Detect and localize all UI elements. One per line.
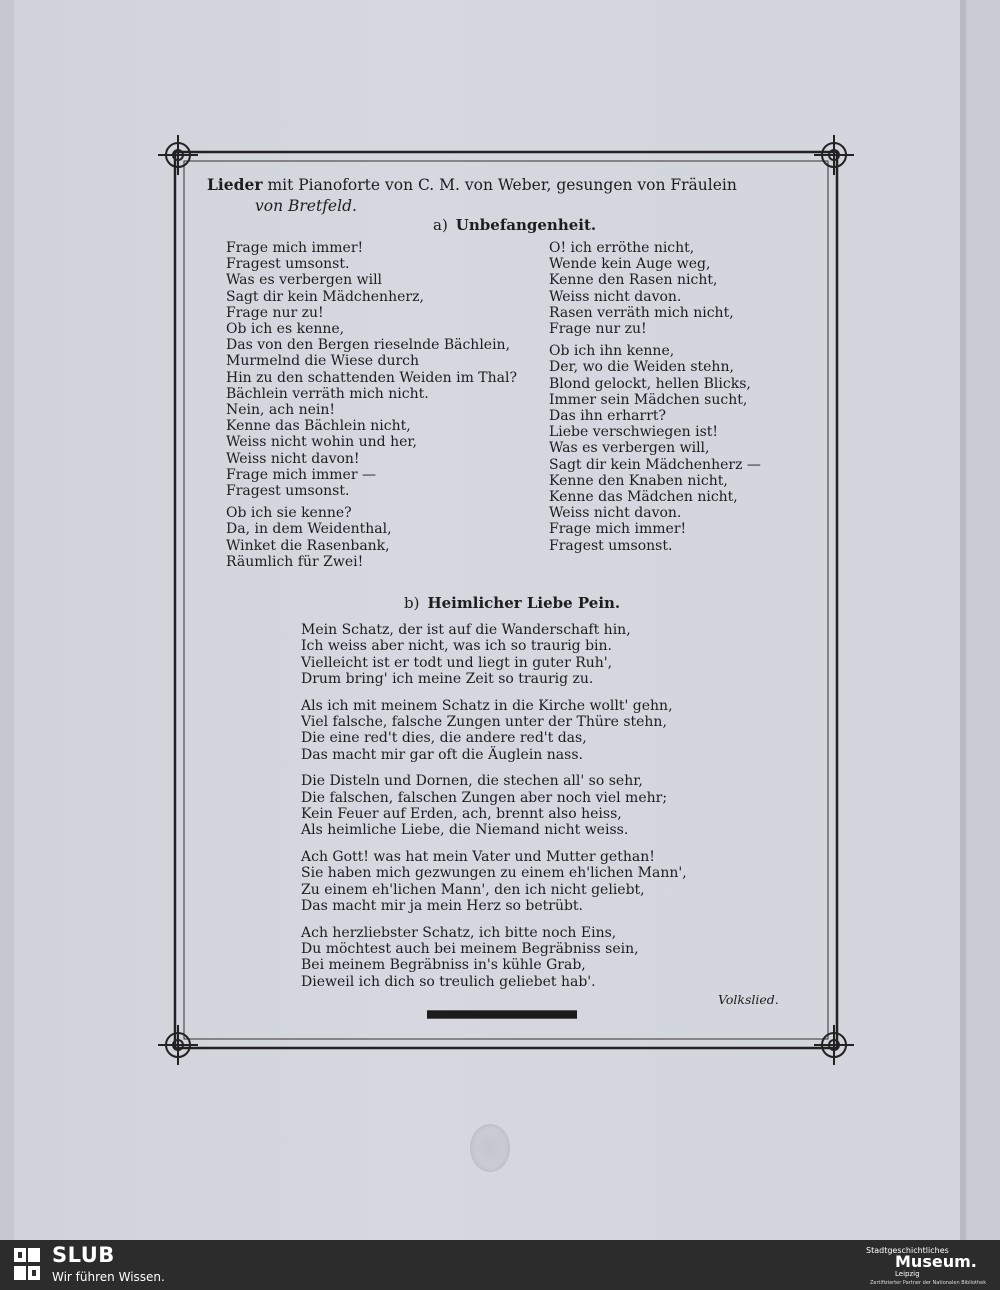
corner-ornament-icon: [814, 1025, 854, 1065]
stanza: [301, 925, 687, 991]
stanza: [549, 240, 761, 337]
verse-line: Murmelnd die Wiese durch: [226, 353, 420, 370]
verse-line: Das ihn erharrt?: [549, 408, 667, 425]
partner-note: Zertifizierter Partner der Nationalen Bibliothek: [870, 1280, 987, 1286]
verse-line: Frage mich immer —: [226, 466, 376, 483]
verse-line: Fragest umsonst.: [226, 256, 350, 273]
verse-line: Mein Schatz, der ist auf die Wanderschaft hin,: [301, 622, 631, 638]
verse-line: Ach herzliebster Schatz, ich bitte noch Eins,: [301, 924, 617, 941]
verse-line: Da, in dem Weidenthal,: [226, 521, 392, 538]
verse-line: Sagt dir kein Mädchenherz,: [226, 288, 424, 305]
verse-line: Ach Gott! was hat mein Vater und Mutter gethan!: [301, 848, 655, 865]
partner-city: Leipzig: [895, 1270, 920, 1278]
verse-line: Das macht mir ja mein Herz so betrübt.: [301, 898, 583, 915]
verse-line: Die eine red't dies, die andere red't das,: [301, 730, 587, 747]
library-name: SLUB: [52, 1243, 115, 1267]
heading-line-1: [207, 174, 807, 196]
heading-line-2: von Bretfeld.: [255, 197, 357, 215]
verse-line: Ich weiss aber nicht, was ich so traurig bin.: [301, 638, 613, 655]
verse-line: Die falschen, falschen Zungen aber noch viel mehr;: [301, 789, 668, 806]
verse-line: Du möchtest auch bei meinem Begräbniss sein,: [301, 940, 639, 957]
verse-line: Weiss nicht davon!: [226, 450, 360, 467]
program-heading: [207, 174, 807, 217]
verse-line: Zu einem eh'lichen Mann', den ich nicht geliebt,: [301, 881, 645, 898]
stanza: [226, 505, 517, 570]
verse-line: Fragest umsonst.: [549, 537, 673, 554]
verse-line: Weiss nicht wohin und her,: [226, 434, 417, 451]
song-a-right-column: [549, 240, 761, 560]
verse-line: Das von den Bergen rieselnde Bächlein,: [226, 337, 511, 354]
song-b-body: [301, 622, 687, 1000]
embossed-stamp: [470, 1124, 510, 1172]
verse-line: Sie haben mich gezwungen zu einem eh'lichen Mann',: [301, 865, 687, 882]
verse-line: Nein, ach nein!: [226, 402, 336, 419]
verse-line: Wende kein Auge weg,: [549, 256, 711, 273]
verse-line: Frage mich immer!: [226, 240, 364, 256]
song-b-credit: Volkslied.: [718, 992, 779, 1007]
verse-line: Kenne das Bächlein nicht,: [226, 418, 411, 435]
verse-line: Als ich mit meinem Schatz in die Kirche wollt' gehn,: [301, 697, 673, 714]
verse-line: Viel falsche, falsche Zungen unter der Thüre stehn,: [301, 714, 667, 731]
stanza: [549, 343, 761, 554]
library-tagline: Wir führen Wissen.: [52, 1270, 165, 1284]
verse-line: Bächlein verräth mich nicht.: [226, 385, 429, 402]
verse-line: Fragest umsonst.: [226, 483, 350, 500]
song-a-letter: a): [433, 216, 448, 234]
verse-line: Rasen verräth mich nicht,: [549, 304, 734, 321]
stanza: [301, 698, 687, 764]
verse-line: Kein Feuer auf Erden, ach, brennt also heiss,: [301, 806, 622, 823]
verse-line: Die Disteln und Dornen, die stechen all' so sehr,: [301, 773, 643, 790]
verse-line: Hin zu den schattenden Weiden im Thal?: [226, 369, 517, 386]
verse-line: Dieweil ich dich so treulich geliebet hab'.: [301, 973, 596, 990]
partner-name: Museum.: [895, 1252, 977, 1271]
stanza: [301, 773, 687, 839]
verse-line: Der, wo die Weiden stehn,: [549, 359, 734, 376]
verse-line: Räumlich für Zwei!: [226, 553, 364, 570]
slub-logo-icon: [12, 1246, 42, 1282]
verse-line: Frage nur zu!: [549, 321, 647, 338]
verse-line: Drum bring' ich meine Zeit so traurig zu.: [301, 671, 594, 688]
verse-line: Weiss nicht davon.: [549, 288, 682, 305]
corner-ornament-icon: [158, 1025, 198, 1065]
song-b-title-text: Heimlicher Liebe Pein.: [427, 594, 621, 612]
verse-line: Was es verbergen will,: [549, 440, 710, 457]
verse-line: Das macht mir gar oft die Äuglein nass.: [301, 746, 583, 763]
verse-line: Frage nur zu!: [226, 304, 324, 321]
verse-line: Weiss nicht davon.: [549, 505, 682, 522]
verse-line: Frage mich immer!: [549, 521, 687, 538]
verse-line: Ob ich ihn kenne,: [549, 343, 675, 360]
verse-line: Vielleicht ist er todt und liegt in guter Ruh',: [301, 654, 613, 671]
heading-bold-word: Lieder: [207, 175, 263, 194]
corner-ornament-icon: [814, 135, 854, 175]
verse-line: Ob ich sie kenne?: [226, 505, 352, 522]
verse-line: Blond gelockt, hellen Blicks,: [549, 375, 751, 392]
verse-line: Sagt dir kein Mädchenherz —: [549, 456, 761, 473]
closing-rule: [427, 1010, 577, 1019]
verse-line: Was es verbergen will: [226, 272, 383, 289]
song-b-letter: b): [404, 594, 420, 612]
heading-text: mit Pianoforte von C. M. von Weber, gesungen von Fräulein: [262, 176, 737, 194]
song-a-left-column: [226, 240, 517, 576]
verse-line: Bei meinem Begräbniss in's kühle Grab,: [301, 957, 586, 974]
stanza: [301, 622, 687, 688]
verse-line: Immer sein Mädchen sucht,: [549, 391, 748, 408]
verse-line: Kenne den Knaben nicht,: [549, 472, 728, 489]
song-a-title-text: Unbefangenheit.: [455, 216, 597, 234]
verse-line: Ob ich es kenne,: [226, 321, 345, 338]
verse-line: O! ich erröthe nicht,: [549, 240, 695, 256]
verse-line: Liebe verschwiegen ist!: [549, 424, 719, 441]
verse-line: Winket die Rasenbank,: [226, 537, 390, 554]
verse-line: Als heimliche Liebe, die Niemand nicht weiss.: [301, 822, 629, 839]
verse-line: Kenne den Rasen nicht,: [549, 272, 718, 289]
corner-ornament-icon: [158, 135, 198, 175]
partner-top-line: Stadtgeschichtliches: [866, 1246, 949, 1255]
stanza: [301, 849, 687, 915]
song-a-title: [433, 216, 596, 234]
song-b-title: [404, 594, 620, 612]
verse-line: Kenne das Mädchen nicht,: [549, 489, 738, 506]
stanza: [226, 240, 517, 499]
